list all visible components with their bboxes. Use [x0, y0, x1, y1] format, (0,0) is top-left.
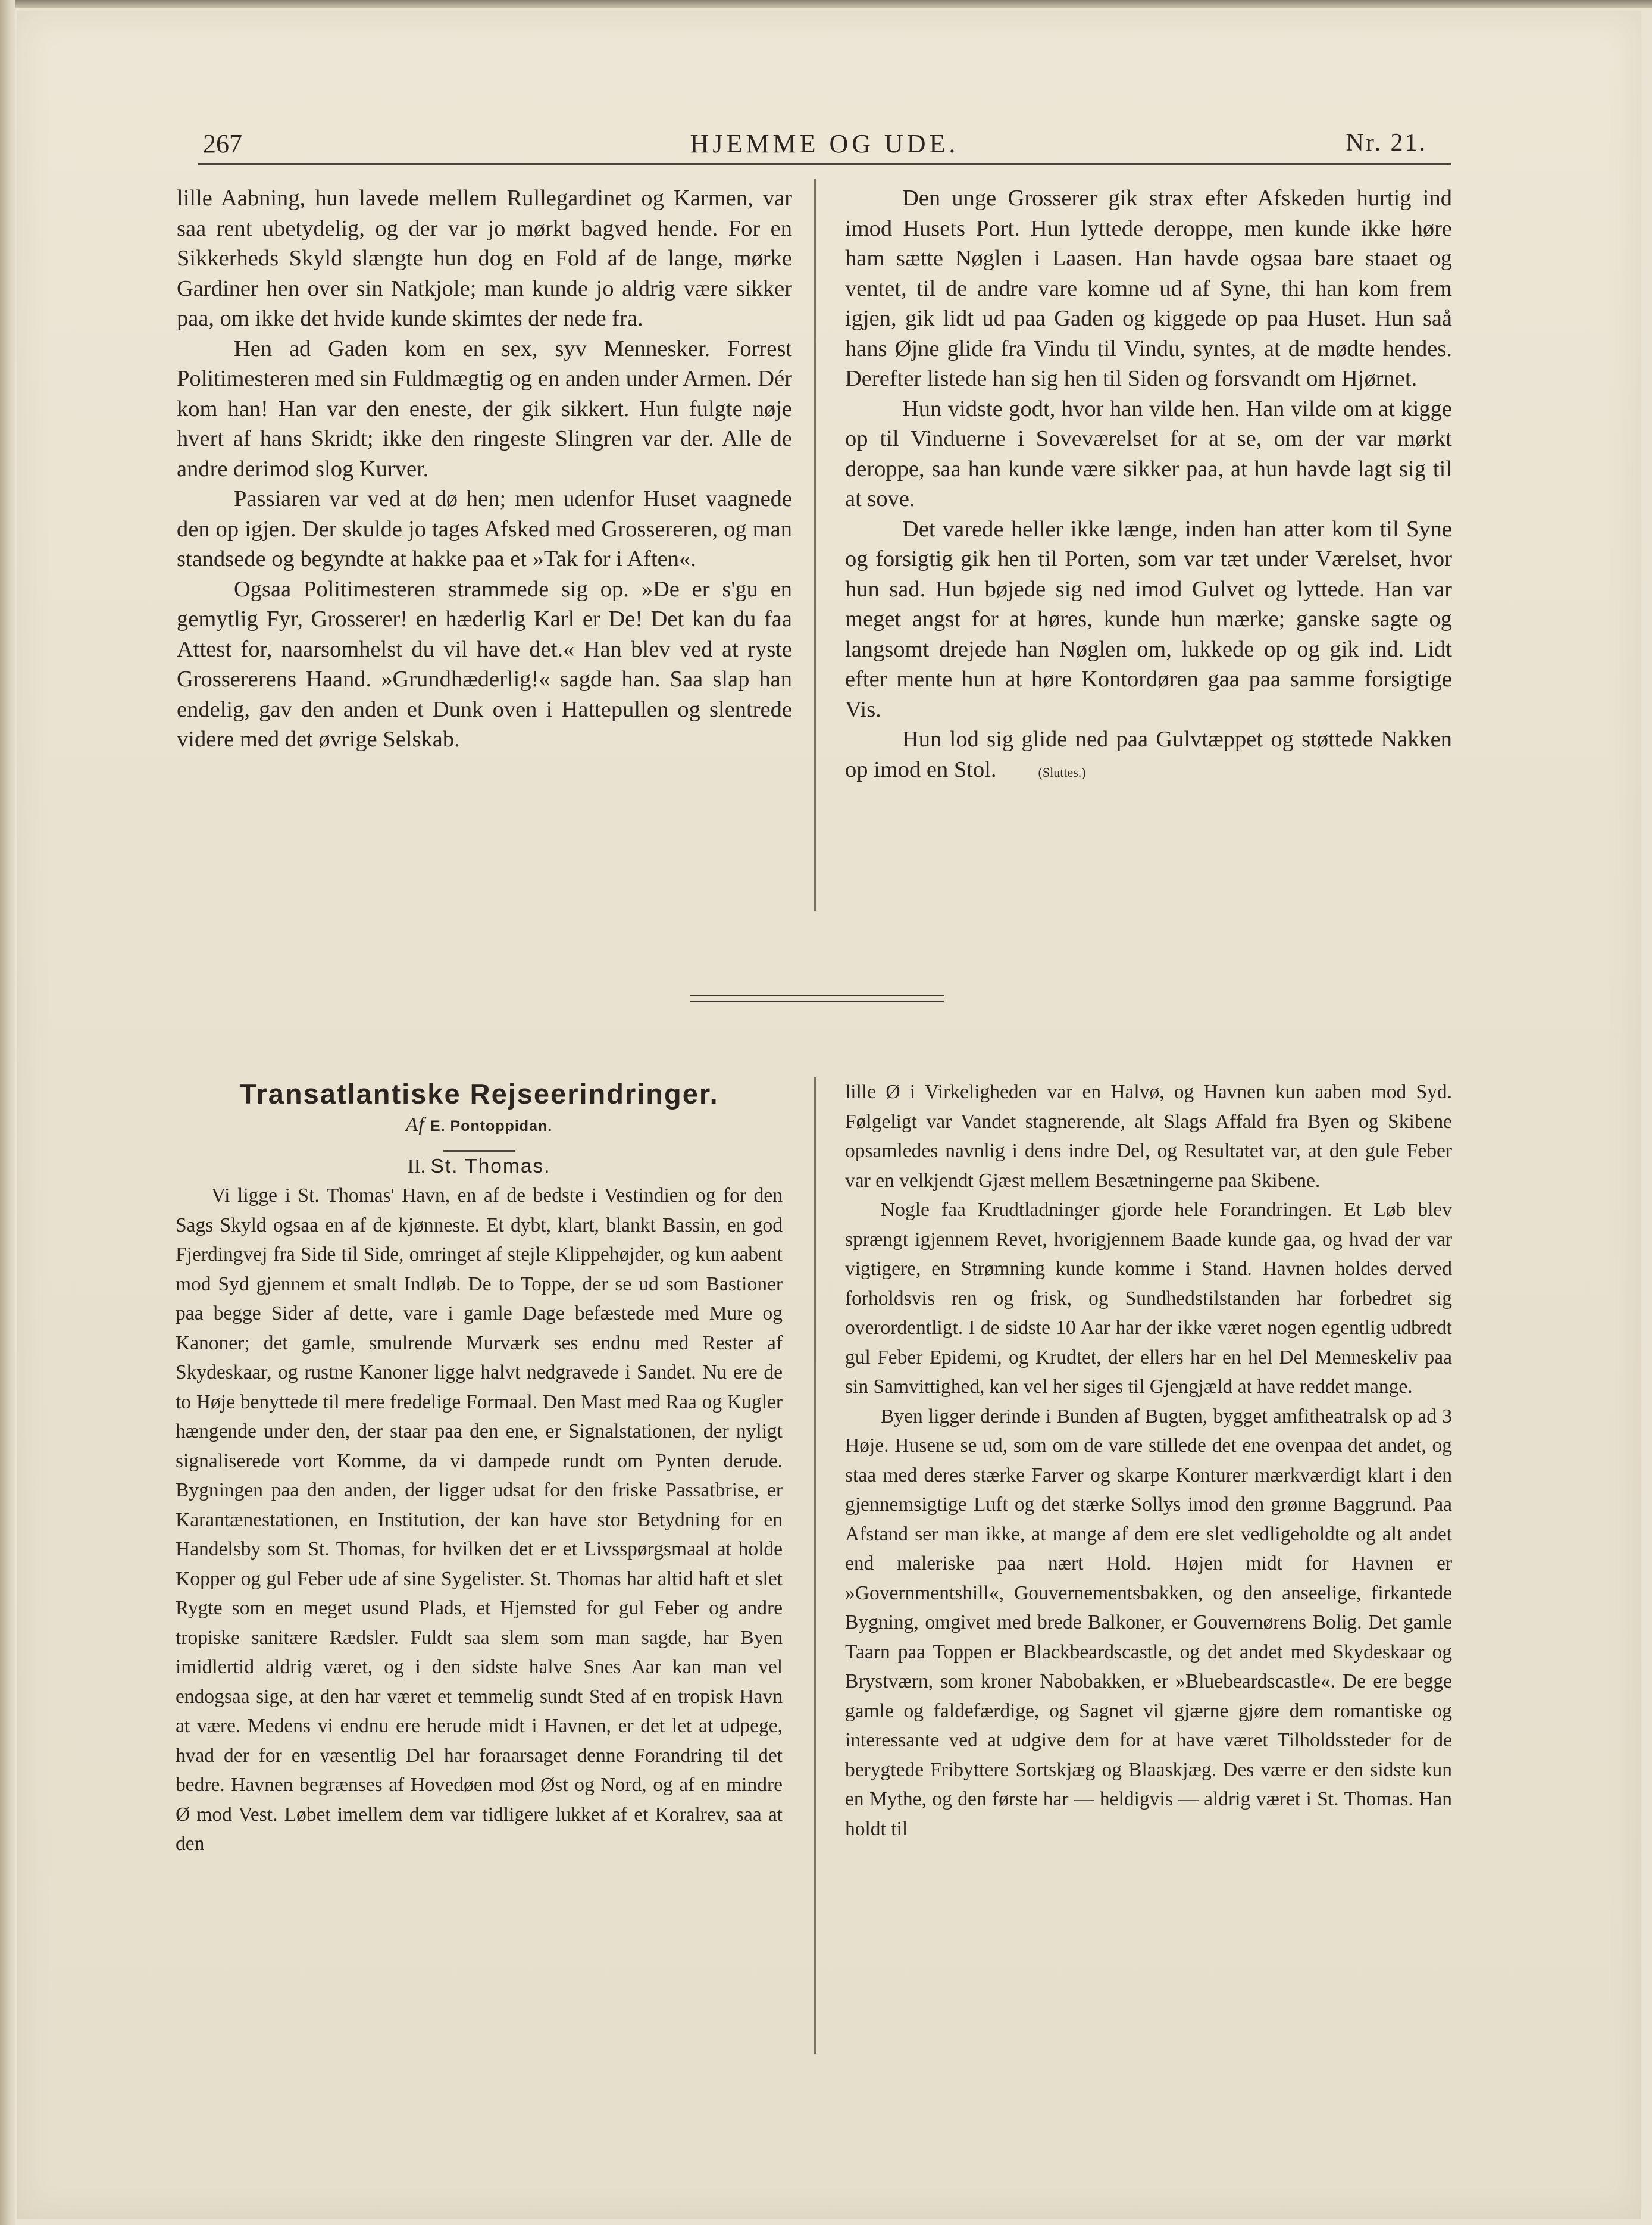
header-rule [198, 163, 1451, 165]
upper-column-divider [814, 179, 816, 911]
section-title: St. Thomas. [430, 1155, 551, 1177]
article-left-column [176, 1077, 783, 1859]
article-paragraph: Vi ligge i St. Thomas' Havn, en af de bedste i Vestindien og for den Sags Skyld ogsaa en af de kjønneste. Et dybt, klart, blankt Bassin, en god Fjerdingvej fra Side til Side, omringet af stejle Klippehøjder, og kun aabent mod Syd gjennem et smalt Indløb. De to Toppe, der se ud som Bastioner paa begge Sider af dette, vare i gamle Dage befæstede med Mure og Kanoner; det gamle, smulrende Murværk ses endnu med Rester af Skydeskaar, og rustne Kanoner ligge halvt nedgravede i Sandet. Nu ere de to Høje benyttede til mere fredelige Formaal. Den Mast med Raa og Kugler hængende under den, der staar paa den ene, er Signalstationen, der nyligt signaliserede vort Komme, da vi dampede rundt om Pynten derude. Bygningen paa den anden, der ligger udsat for den friske Passatbrise, er Karantænestationen, en Institution, der kan have stor Betydning for en Handelsby som St. Thomas, for hvilken det er et Livsspørgsmaal at holde Kopper og gul Feber ude af sine Sygelister. St. Thomas har altid haft et slet Rygte som en meget usund Plads, et Hjemsted for gul Feber og andre tropiske sanitære Rædsler. Fuldt saa slem som man sagde, har Byen imidlertid aldrig været, og i den sidste halve Snes Aar kan man vel endogsaa sige, at den har været et temmelig sundt Sted af en tropisk Havn at være. Medens vi endnu ere herude midt i Havnen, er det let at udpege, hvad der for en væsentlig Del har foraarsaget denne Forandring til det bedre. Havnen begrænses af Hovedøen mod Øst og Nord, og af en mindre Ø mod Vest. Løbet imellem dem var tidligere lukket af et Koralrev, saa at den [176, 1185, 783, 1855]
lower-column-divider [814, 1077, 816, 2054]
section-number: II. [407, 1155, 426, 1177]
byline-author: E. Pontoppidan. [430, 1118, 553, 1135]
page-top-edge [0, 0, 1652, 8]
story-paragraph: Hen ad Gaden kom en sex, syv Mennesker. Forrest Politimesteren med sin Fuldmægtig og en anden under Armen. Dér kom han! Han var den eneste, der gik sikkert. Hun fulgte nøje hvert af hans Skridt; ikke den ringeste Slingren var der. Alle de andre derimod slog Kurver. [177, 336, 792, 482]
page-number: 267 [203, 129, 242, 158]
story-paragraph [845, 724, 1452, 788]
story-paragraph: Den unge Grosserer gik strax efter Afskeden hurtig ind imod Husets Port. Hun lyttede deroppe, men kunde ikke høre ham sætte Nøglen i Laasen. Han havde ogsaa bare staaet og ventet, til de andre vare komne ud af Syne, thi han kom frem igjen, gik lidt ud paa Gaden og kiggede op paa Huset. Hun saå hans Øjne glide fra Vindu til Vindu, syntes, at de mødte hendes. Derefter listede han sig hen til Siden og forsvandt om Hjørnet. [845, 186, 1452, 391]
story-paragraph: Ogsaa Politimesteren strammede sig op. »De er s'gu en gemytlig Fyr, Grosserer! en hæderlig Karl er De! Det kan du faa Attest for, naarsomhelst du vil have det.« Han blev ved at ryste Grossererens Haand. »Grundhæderlig!« sagde han. Saa slap han endelig, gav den anden et Dunk oven i Hattepullen og slentrede videre med det øvrige Selskab. [177, 576, 792, 752]
story-paragraph: Passiaren var ved at dø hen; men udenfor Huset vaagnede den op igjen. Der skulde jo tages Afsked med Grossereren, og man standsede og begyndte at hakke paa et »Tak for i Aften«. [177, 486, 792, 571]
article-paragraph: Nogle faa Krudtladninger gjorde hele Forandringen. Et Løb blev sprængt igjennem Revet, hvorigjennem Baade kunde gaa, og hvad der var vigtigere, en Strømning kunde komme i Stand. Havnen holdes derved forholdsvis ren og frisk, og Sundhedstilstanden har forbedret sig overordentligt. I de sidste 10 Aar har der ikke været nogen egentlig udbredt gul Feber Epidemi, og Krudtet, der ellers har en hel Del Menneskeliv paa sin Samvittighed, kan vel her siges til Gjengjæld at have reddet mange. [845, 1199, 1452, 1398]
article-right-column [845, 1077, 1452, 1843]
article-paragraph: lille Ø i Virkeligheden var en Halvø, og Havnen kun aaben mod Syd. Følgeligt var Vandet stagnerende, alt Slags Affald fra Byen og Skibene opsamledes navnlig i dens indre Del, og Resultatet var, at den gule Feber var en velkjendt Gjæst mellem Besætningerne paa Skibene. [845, 1081, 1452, 1192]
byline-prefix: Af [405, 1114, 425, 1136]
issue-number: Nr. 21. [1346, 129, 1427, 157]
journal-title: HJEMME OG UDE. [690, 129, 959, 158]
article-section-heading [176, 1152, 783, 1182]
story-right-column [845, 183, 1452, 788]
story-paragraph: Hun vidste godt, hvor han vilde hen. Han vilde om at kigge op til Vinduerne i Soveværelset for at se, om der var mørkt deroppe, saa han kunde være sikker paa, at hun havde lagt sig til at sove. [845, 396, 1452, 511]
story-paragraph: Det varede heller ikke længe, inden han atter kom til Syne og forsigtig gik hen til Porten, som var tæt under Værelset, hvor hun sad. Hun bøjede sig ned imod Gulvet og lyttede. Han var meget angst for at høres, kunde hun mærke; ganske sagte og langsomt drejede han Nøglen om, lukkede op og gik ind. Lidt efter mente hun at høre Kontordøren gaa paa samme forsigtige Vis. [845, 516, 1452, 722]
story-closing-text: Hun lod sig glide ned paa Gulvtæppet og støttede Nakken op imod en Stol. [845, 727, 1452, 782]
article-title: Transatlantiske Rejseerindringer. [239, 1078, 719, 1110]
binding-spine [0, 0, 15, 2225]
to-be-continued-note: (Sluttes.) [1038, 764, 1086, 780]
article-byline [176, 1110, 783, 1142]
running-header [198, 124, 1451, 160]
story-left-column [177, 183, 792, 755]
section-separator-bottom [690, 1001, 944, 1002]
article-paragraph: Byen ligger derinde i Bunden af Bugten, bygget amfitheatralsk op ad 3 Høje. Husene se ud, som om de vare stillede det ene ovenpaa det andet, og staa med deres stærke Farver og skarpe Konturer mærkværdigt klart i den gjennemsigtige Luft og det stærke Sollys imod den grønne Baggrund. Paa Afstand ser man ikke, at mange af dem ere slet vedligeholdte og alt andet end maleriske paa nært Hold. Højen midt for Havnen er »Governmentshill«, Gouvernementsbakken, og den anseelige, firkantede Bygning, omgivet med brede Balkoner, er Gouvernørens Bolig. Det gamle Taarn paa Toppen er Blackbeardscastle, og det andet med Skydeskaar og Brystværn, som kroner Nabobakken, er »Bluebeardscastle«. De ere begge gamle og faldefærdige, og Sagnet vil gjærne gjøre dem romantiske og interessante ved at udgive dem for at have været Tilholdssteder for de berygtede Fribyttere Sortskjæg og Blaaskjæg. Des værre er den sidste kun en Mythe, og den første har — heldigvis — aldrig været i St. Thomas. Han holdt til [845, 1405, 1452, 1840]
section-separator-top [690, 995, 944, 996]
story-paragraph: lille Aabning, hun lavede mellem Rullegardinet og Karmen, var saa rent ubetydelig, og der var jo mørkt bagved hende. For en Sikkerheds Skyld slængte hun dog en Fold af de lange, mørke Gardiner hen over sin Natkjole; man kunde jo aldrig være sikker paa, om ikke det hvide kunde skimtes der nede fra. [177, 186, 792, 331]
